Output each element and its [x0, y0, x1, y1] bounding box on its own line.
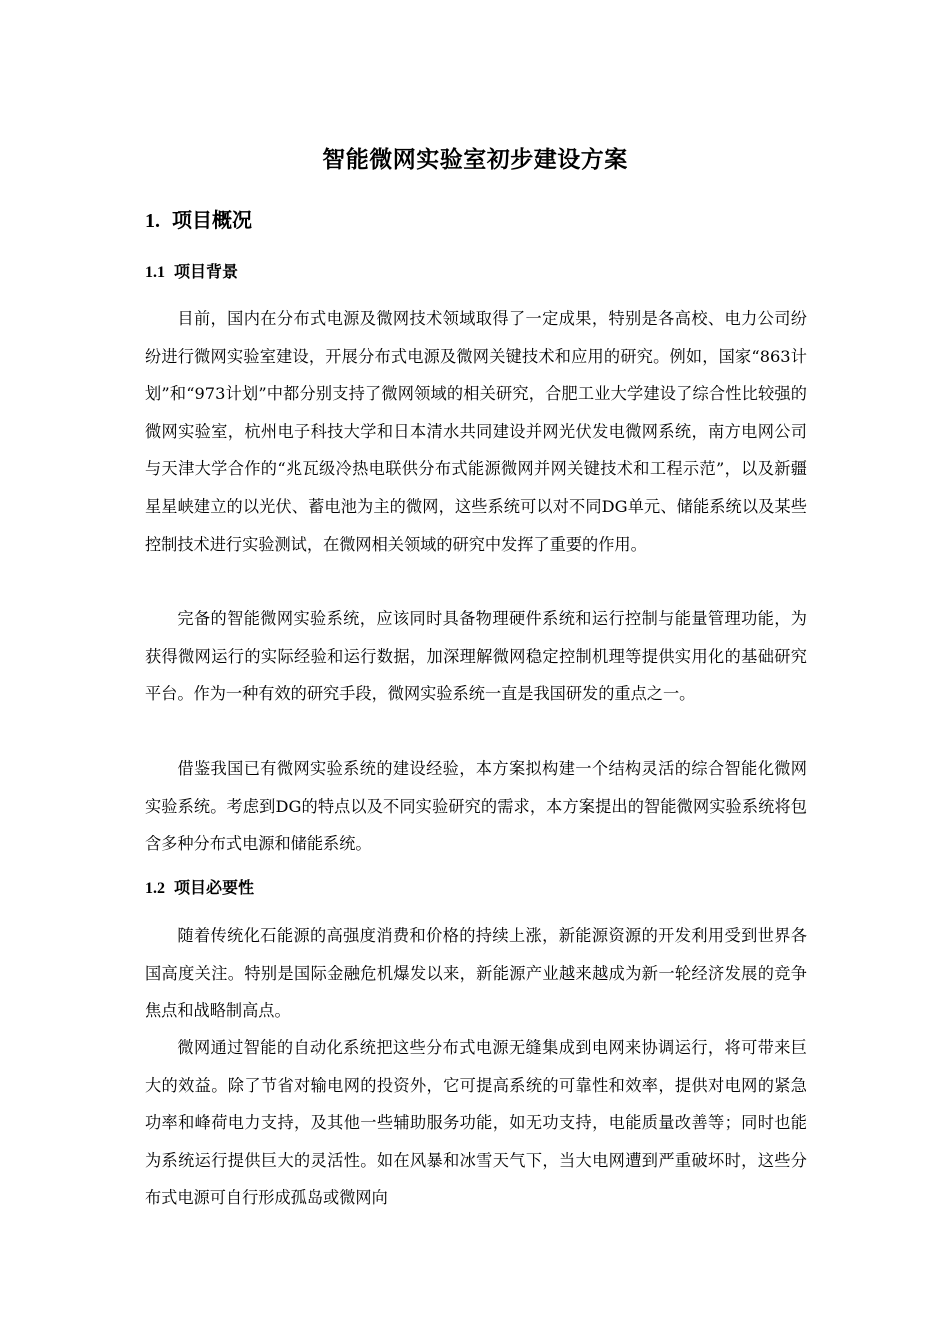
section-1-title: 项目概况	[172, 208, 252, 232]
section-1-1-number: 1.1	[145, 264, 165, 281]
background-paragraph-3: 借鉴我国已有微网实验系统的建设经验，本方案拟构建一个结构灵活的综合智能化微网实验系统。考虑到DG的特点以及不同实验研究的需求，本方案提出的智能微网实验系统将包含多种分布式电源和储能系统。	[145, 759, 807, 854]
section-1-2-number: 1.2	[145, 880, 165, 897]
section-1-1-heading	[145, 259, 238, 286]
document-title: 智能微网实验室初步建设方案	[322, 147, 628, 173]
section-1-number: 1.	[145, 210, 160, 232]
necessity-paragraph-2: 微网通过智能的自动化系统把这些分布式电源无缝集成到电网来协调运行，将可带来巨大的效益。除了节省对输电网的投资外，它可提高系统的可靠性和效率，提供对电网的紧急功率和峰荷电力支持，及其他一些辅助服务功能，如无功支持，电能质量改善等；同时也能为系统运行提供巨大的灵活性。如在风暴和冰雪天气下，当大电网遭到严重破坏时，这些分布式电源可自行形成孤岛或微网向	[145, 1038, 807, 1208]
background-paragraph-2: 完备的智能微网实验系统，应该同时具备物理硬件系统和运行控制与能量管理功能，为获得微网运行的实际经验和运行数据，加深理解微网稳定控制机理等提供实用化的基础研究平台。作为一种有效的研究手段，微网实验系统一直是我国研发的重点之一。	[145, 609, 807, 704]
section-1-2-title: 项目必要性	[174, 878, 255, 897]
section-1-2-heading	[145, 875, 254, 902]
background-paragraph-1: 目前，国内在分布式电源及微网技术领域取得了一定成果，特别是各高校、电力公司纷纷进行微网实验室建设，开展分布式电源及微网关键技术和应用的研究。例如，国家“863计划”和“973计划”中都分别支持了微网领域的相关研究，合肥工业大学建设了综合性比较强的微网实验室，杭州电子科技大学和日本清水共同建设并网光伏发电微网系统，南方电网公司与天津大学合作的“兆瓦级冷热电联供分布式能源微网并网关键技术和工程示范”，以及新疆星星峡建立的以光伏、蓄电池为主的微网，这些系统可以对不同DG单元、储能系统以及某些控制技术进行实验测试，在微网相关领域的研究中发挥了重要的作用。	[145, 309, 807, 554]
necessity-paragraph-1: 随着传统化石能源的高强度消费和价格的持续上涨，新能源资源的开发利用受到世界各国高度关注。特别是国际金融危机爆发以来，新能源产业越来越成为新一轮经济发展的竞争焦点和战略制高点。	[145, 926, 807, 1021]
section-1-heading	[145, 205, 252, 236]
section-1-1-title: 项目背景	[174, 262, 239, 281]
